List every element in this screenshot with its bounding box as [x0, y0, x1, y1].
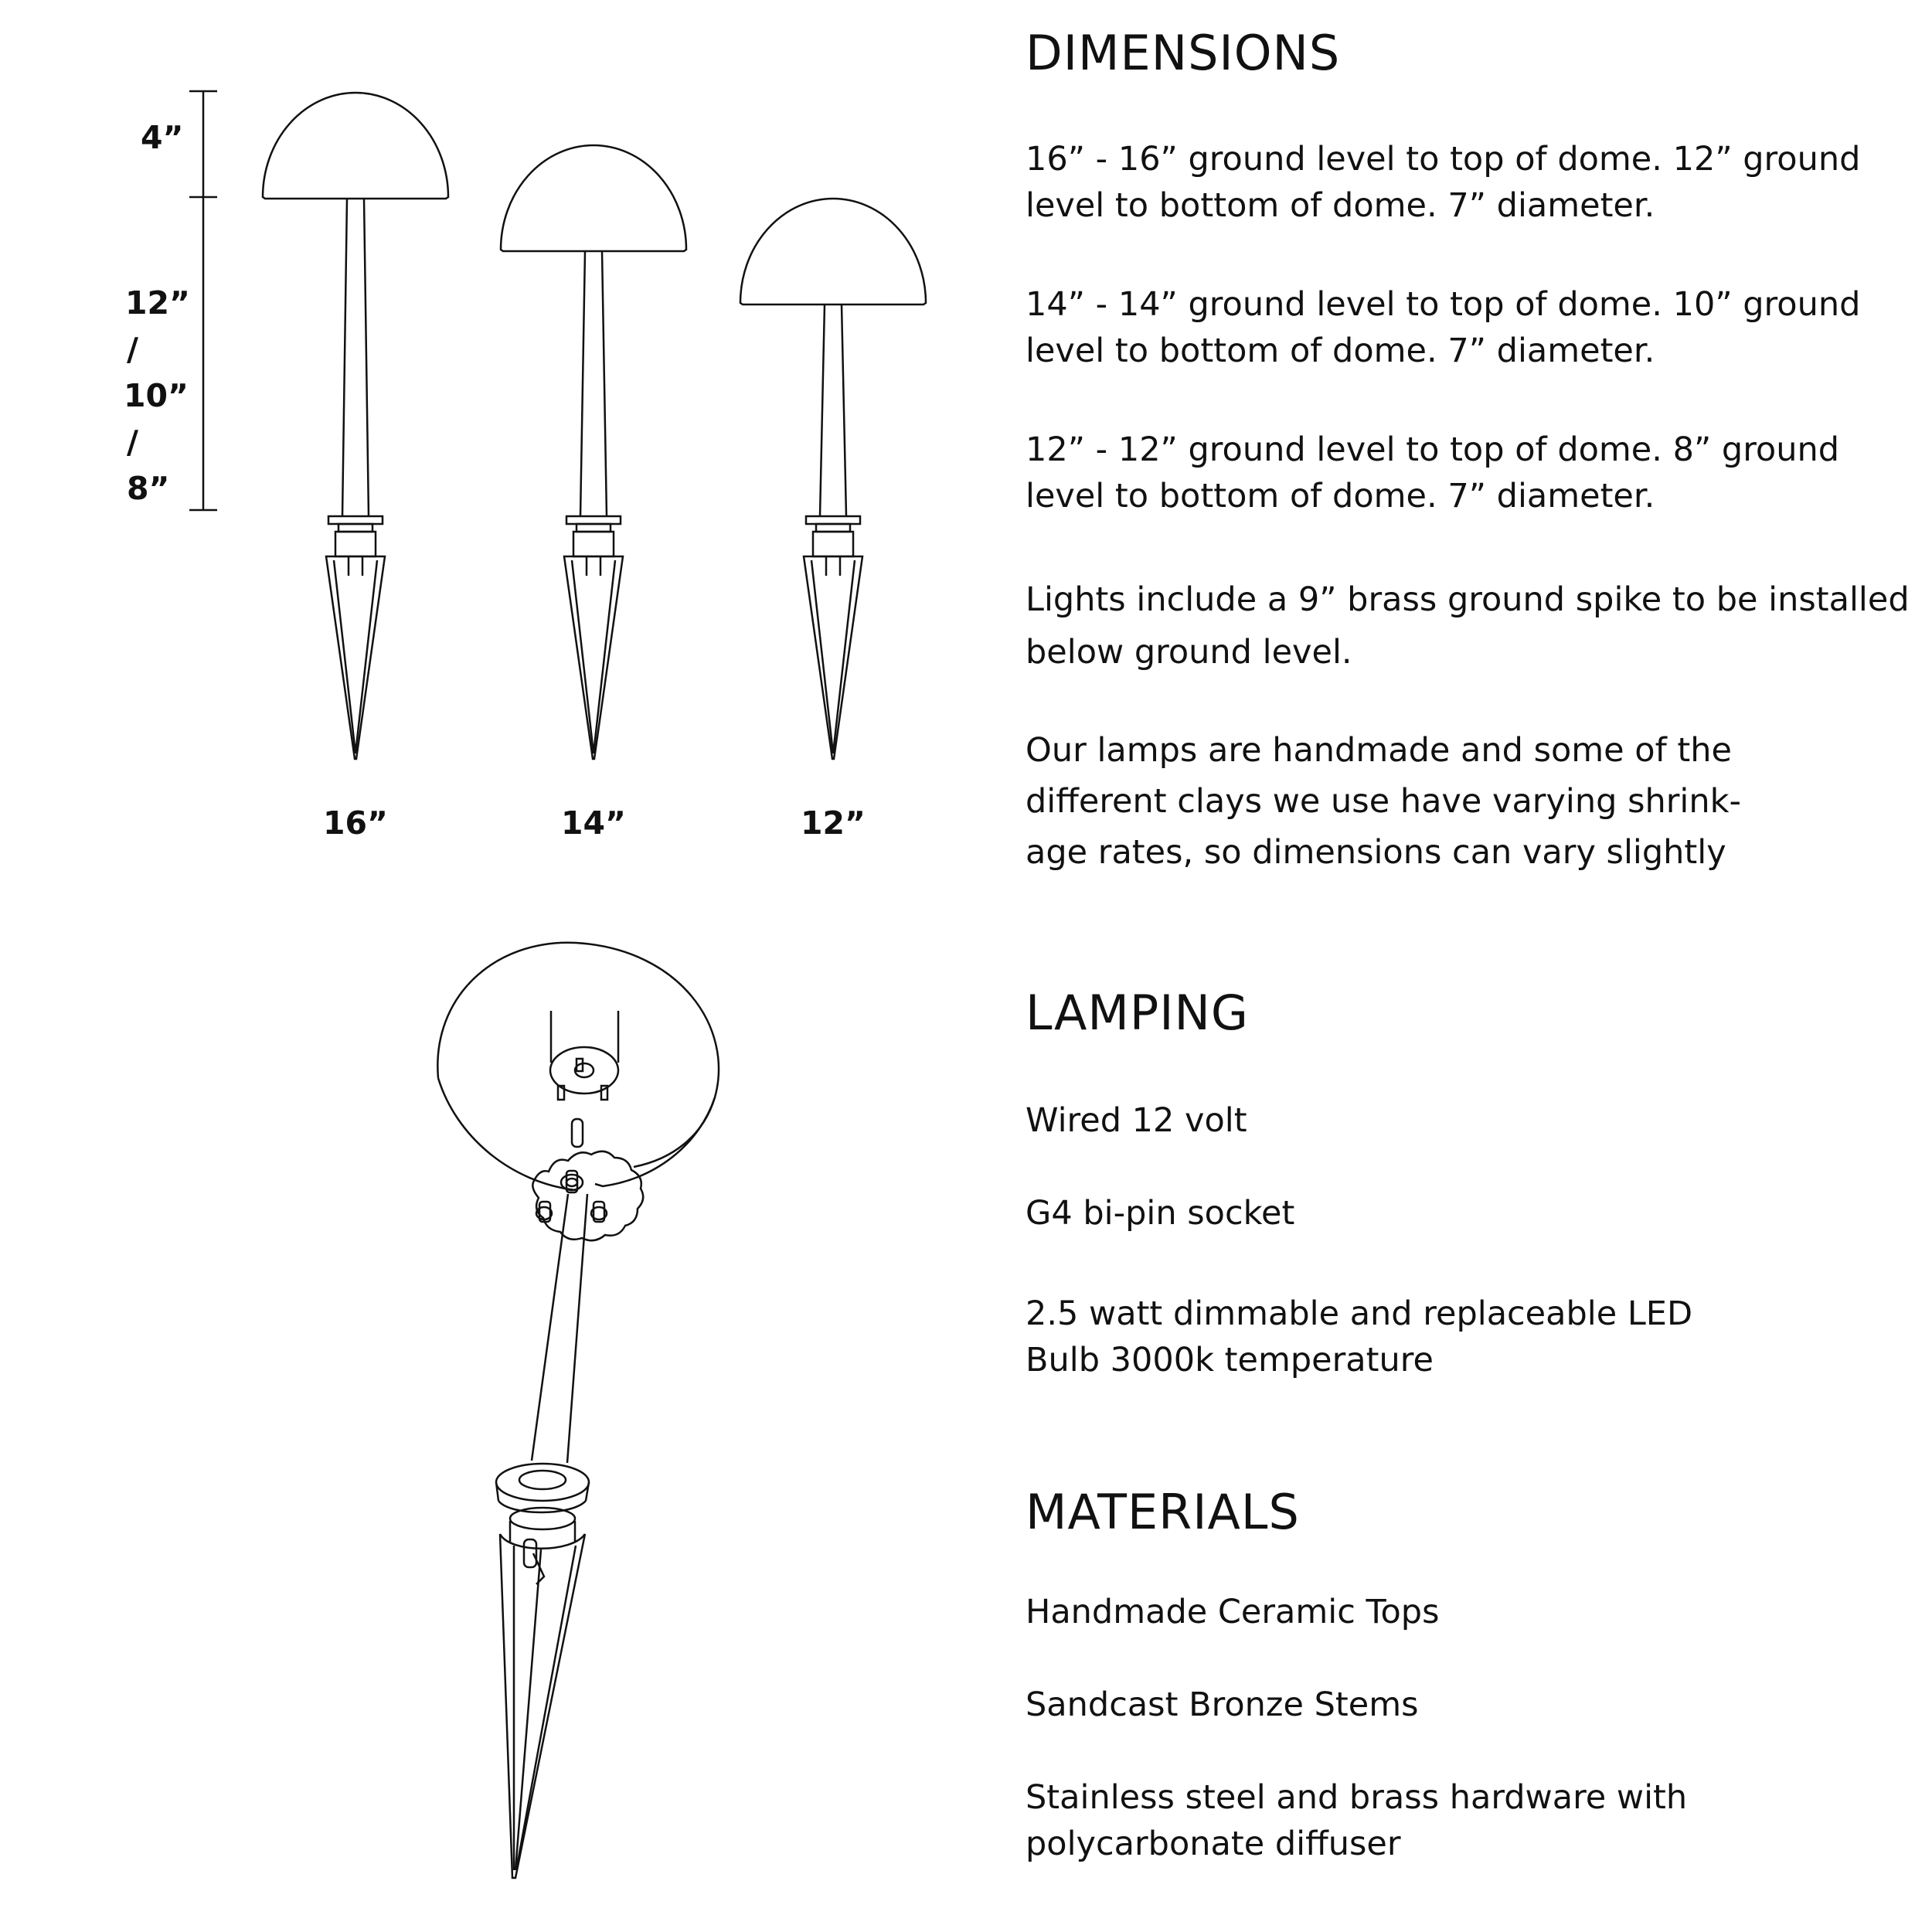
collar [338, 524, 372, 532]
dim-middle-label-2: / [127, 331, 138, 368]
dome [740, 199, 926, 304]
bi-pin [572, 1119, 583, 1147]
collar [816, 524, 850, 532]
lamping-item-led: 2.5 watt dimmable and replaceable LED Bulb 3000k temperature [1026, 1294, 1693, 1379]
exploded-spike [500, 1508, 585, 1878]
socket [813, 532, 853, 556]
lamp-16-drawing [263, 93, 448, 759]
lamp-14-drawing [501, 145, 686, 759]
stem-left [532, 1194, 568, 1461]
lamp-12-drawing [740, 199, 926, 759]
collar [577, 524, 611, 532]
dome [501, 145, 686, 251]
dim-middle-label-4: / [127, 423, 138, 461]
lamp-label-12: 12” [800, 804, 866, 842]
dim-middle-label-5: 8” [127, 470, 170, 507]
lamping-item-socket: G4 bi-pin socket [1026, 1194, 1295, 1233]
flange [566, 516, 621, 524]
lower-flange [496, 1464, 589, 1512]
dim-middle-label-3: 10” [124, 377, 189, 414]
dim-middle-label-1: 12” [125, 284, 191, 321]
lamping-heading: LAMPING [1026, 985, 1249, 1041]
diffuser-tube [550, 1011, 618, 1100]
materials-heading: MATERIALS [1026, 1484, 1300, 1540]
spike [804, 556, 862, 759]
dimensions-item-14: 14” - 14” ground level to top of dome. 10” ground level to bottom of dome. 7” diameter. [1026, 285, 1861, 370]
dome [263, 93, 448, 199]
spike [564, 556, 623, 759]
socket [573, 532, 614, 556]
dimension-bracket [189, 91, 217, 510]
flange [328, 516, 383, 524]
dim-top-label: 4” [141, 119, 184, 156]
dimensions-item-handmade-note: Our lamps are handmade and some of the different clays we use have varying shrink-age rates, so dimensions can vary slightly [1026, 731, 1742, 872]
dome-rim [438, 1078, 576, 1190]
materials-item-tops: Handmade Ceramic Tops [1026, 1593, 1440, 1631]
dimensions-item-16: 16” - 16” ground level to top of dome. 12” ground level to bottom of dome. 7” diameter. [1026, 140, 1861, 225]
dimensions-heading: DIMENSIONS [1026, 25, 1341, 81]
spike [326, 556, 385, 759]
materials-item-hardware: Stainless steel and brass hardware with polycarbonate diffuser [1026, 1778, 1688, 1863]
lamp-label-16: 16” [322, 804, 388, 842]
dimensions-item-12: 12” - 12” ground level to top of dome. 8” ground level to bottom of dome. 7” diameter. [1026, 430, 1840, 515]
materials-item-stems: Sandcast Bronze Stems [1026, 1685, 1419, 1724]
exploded-lamp-drawing [437, 943, 719, 1878]
stem-right [567, 1194, 587, 1463]
flange [806, 516, 860, 524]
lamping-item-volt: Wired 12 volt [1026, 1101, 1247, 1140]
lamp-label-14: 14” [560, 804, 626, 842]
dimensions-item-spike: Lights include a 9” brass ground spike to be installed below ground level. [1026, 580, 1910, 672]
socket [335, 532, 376, 556]
